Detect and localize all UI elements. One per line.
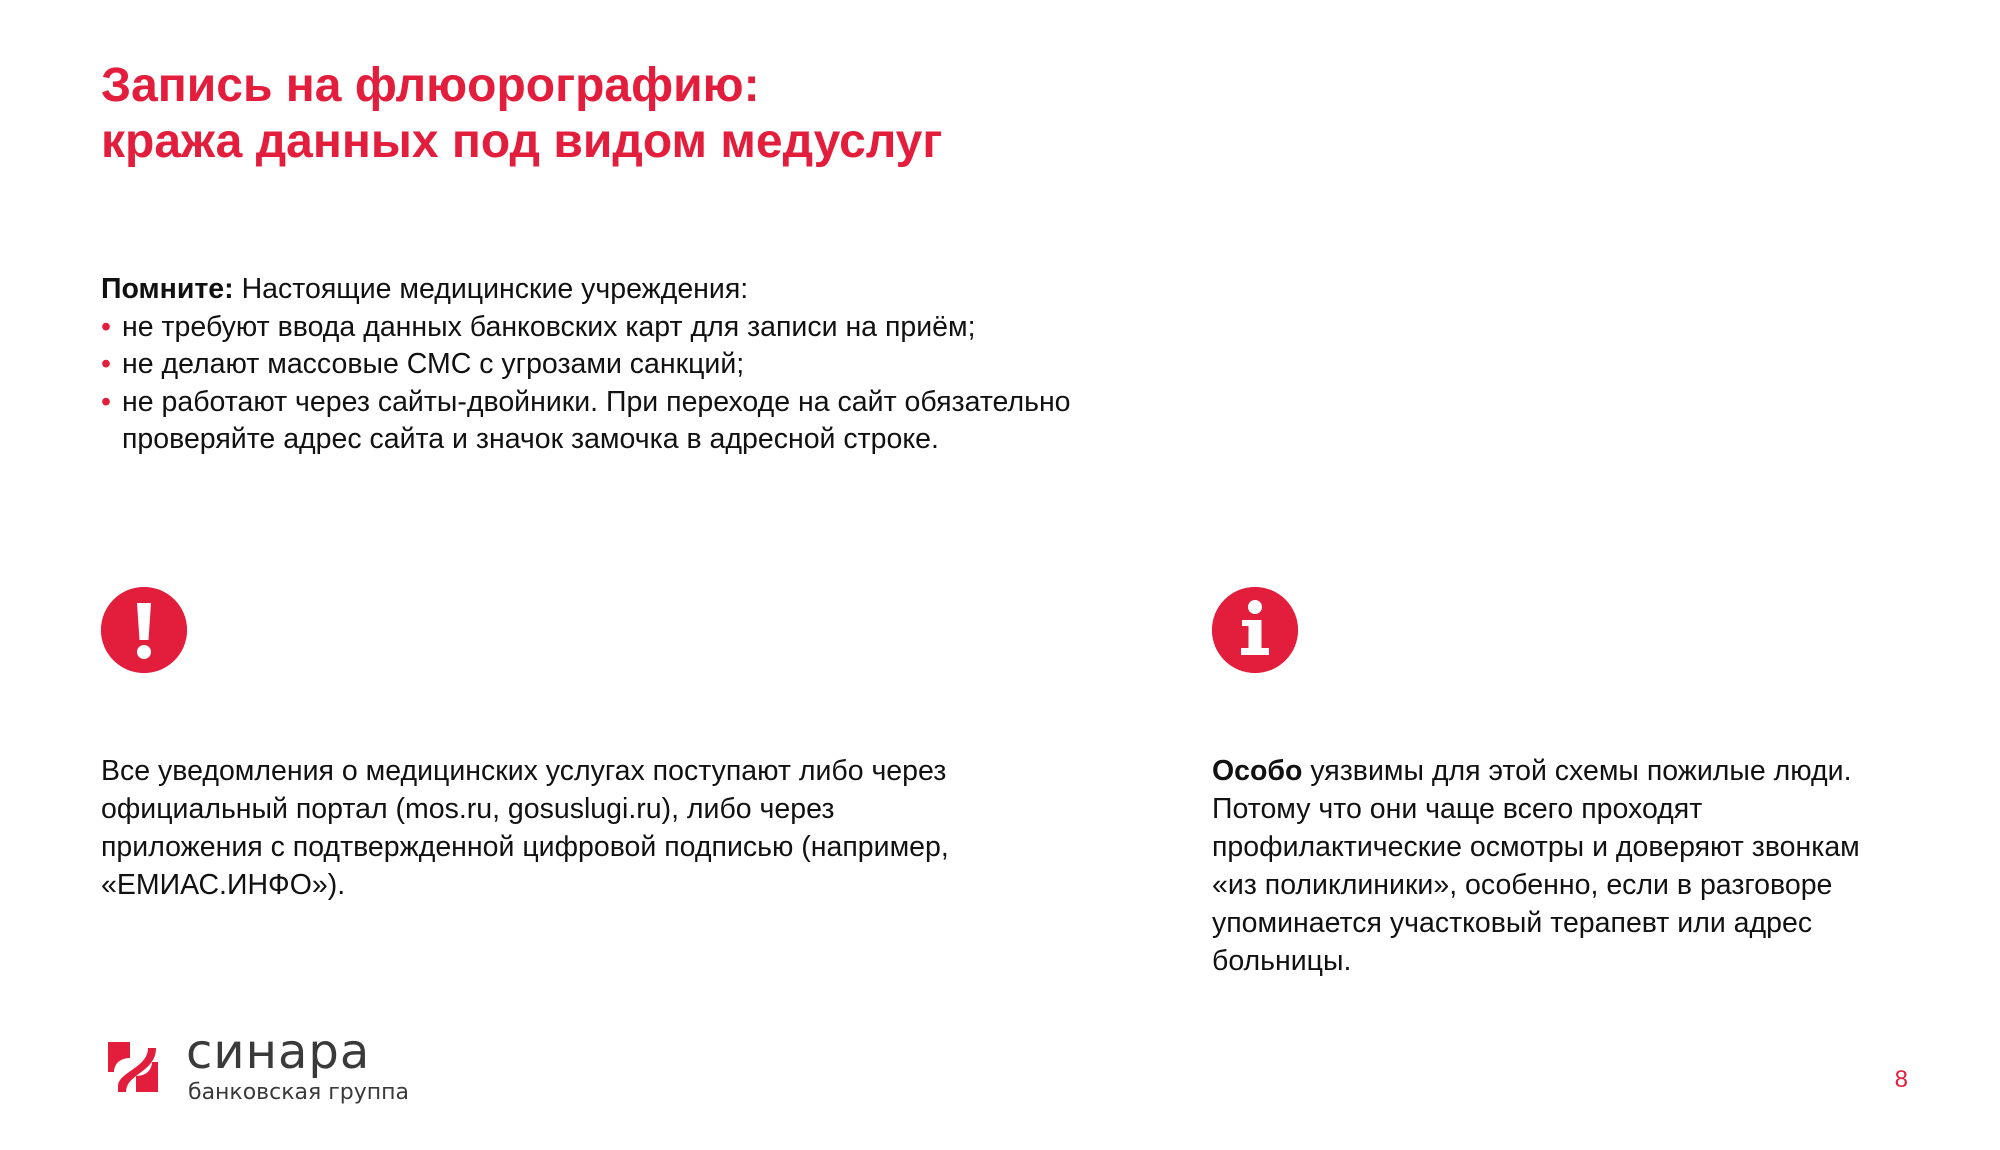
info-icon — [1212, 587, 1298, 673]
logo-subtitle: банковская группа — [188, 1080, 410, 1105]
logo-mark-icon — [104, 1038, 162, 1096]
logo-name: синара — [186, 1024, 371, 1080]
vulnerable-groups-bold: Особо — [1212, 754, 1303, 787]
remember-lead-text: Настоящие медицинские учреждения: — [241, 273, 749, 305]
remember-label: Помните: — [101, 273, 234, 305]
remember-bullet: • не делают массовые СМС с угрозами санкций; — [101, 346, 1082, 384]
remember-bullet: • не требуют ввода данных банковских карт для записи на приём; — [101, 309, 1082, 347]
remember-lead — [101, 271, 1121, 309]
slide-title-line-1: Запись на флюорографию: — [101, 59, 760, 112]
vulnerable-groups-body: уязвимы для этой схемы пожилые люди. Потому что они чаще всего проходят профилактические осмотры и доверяют звонкам «из поликлиники», особенно, если в разговоре упоминается участковый терапевт или адрес больницы. — [1212, 754, 1860, 977]
remember-block — [101, 271, 1121, 459]
slide-title — [101, 58, 942, 170]
official-channels-text: Все уведомления о медицинских услугах поступают либо через официальный портал (mos.ru, gosuslugi.ru), либо через приложения с подтвержденной цифровой подписью (например, «ЕМИАС.ИНФО»). — [101, 754, 949, 901]
vulnerable-groups-text — [1212, 752, 1912, 980]
page-number: 8 — [1894, 1066, 1908, 1093]
slide-title-line-2: кража данных под видом медуслуг — [101, 115, 943, 169]
remember-bullet: • не работают через сайты-двойники. При переходе на сайт обязательно проверяйте адрес сайта и значок замочка в адресной строке. — [101, 384, 1082, 459]
remember-bullet-list — [101, 309, 1121, 459]
exclamation-icon — [101, 587, 187, 673]
